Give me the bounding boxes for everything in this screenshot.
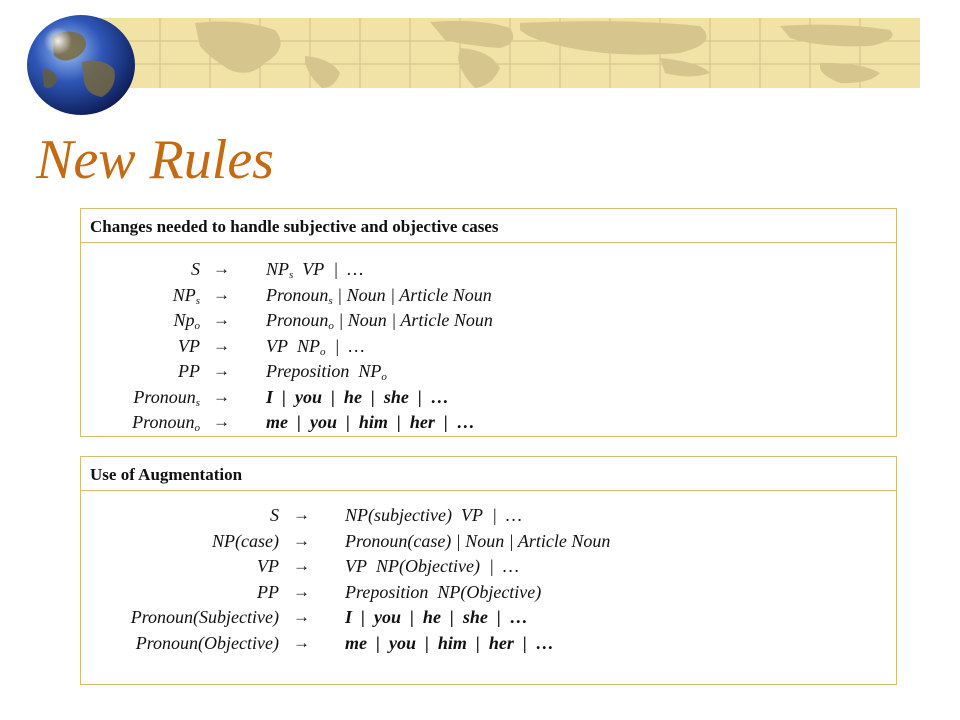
rule-lhs: Pronoun(Subjective) <box>130 607 279 627</box>
rule-rhs: NP(subjective) VP | … <box>345 505 522 525</box>
rule-lhs: S <box>270 505 279 525</box>
rule-rhs: me | you | him | her | … <box>266 412 475 432</box>
cases-rules-box <box>80 208 897 437</box>
rule-lhs: S <box>191 259 200 279</box>
right-arrow-icon: → <box>213 335 230 355</box>
rule-rhs: me | you | him | her | … <box>345 632 554 653</box>
right-arrow-icon: → <box>293 505 310 524</box>
world-map-banner <box>100 18 920 88</box>
rule-rhs: Preposition NP(Objective) <box>345 581 542 602</box>
augmentation-rules-heading: Use of Augmentation <box>81 457 896 491</box>
right-arrow-icon: → <box>293 607 310 626</box>
rule-rhs: $NP_s$ VP | … <box>266 259 364 281</box>
rule-rhs: Preposition $NP_o$ <box>266 361 387 383</box>
right-arrow-icon: → <box>293 556 310 575</box>
rule-rhs: VP NP(Objective) | … <box>345 556 519 576</box>
right-arrow-icon: → <box>213 412 230 431</box>
rule-lhs: PP <box>257 581 279 602</box>
right-arrow-icon: → <box>213 386 230 406</box>
rule-lhs: Pronoun$_s$ <box>133 386 200 409</box>
rule-lhs: VP <box>178 335 200 356</box>
rule-rhs: VP $NP_o$ | … <box>266 335 365 358</box>
augmentation-rules-box <box>80 456 897 685</box>
right-arrow-icon: → <box>213 259 230 278</box>
right-arrow-icon: → <box>213 310 230 329</box>
right-arrow-icon: → <box>213 361 230 380</box>
globe-icon <box>22 7 140 119</box>
rule-lhs: $Np_o$ <box>173 310 200 332</box>
right-arrow-icon: → <box>293 632 310 652</box>
rule-lhs: $NP_s$ <box>172 284 200 307</box>
cases-rules-heading: Changes needed to handle subjective and objective cases <box>81 209 896 243</box>
slide-title: New Rules <box>36 129 274 191</box>
rule-lhs: PP <box>178 361 200 381</box>
right-arrow-icon: → <box>213 284 230 304</box>
rule-rhs: Pronoun(case) | Noun | Article Noun <box>345 530 611 551</box>
rule-lhs: Pronoun$_o$ <box>132 412 200 434</box>
world-map-icon <box>100 18 920 88</box>
rule-lhs: Pronoun(Objective) <box>135 632 279 653</box>
rule-rhs: Pronoun$_s$ | Noun | Article Noun <box>266 284 492 307</box>
right-arrow-icon: → <box>293 530 310 550</box>
right-arrow-icon: → <box>293 581 310 601</box>
rule-rhs: Pronoun$_o$ | Noun | Article Noun <box>266 310 493 332</box>
rule-rhs: I | you | he | she | … <box>345 607 528 627</box>
rule-lhs: NP(case) <box>212 530 279 551</box>
rule-lhs: VP <box>257 556 279 576</box>
rule-rhs: I | you | he | she | … <box>266 386 449 407</box>
